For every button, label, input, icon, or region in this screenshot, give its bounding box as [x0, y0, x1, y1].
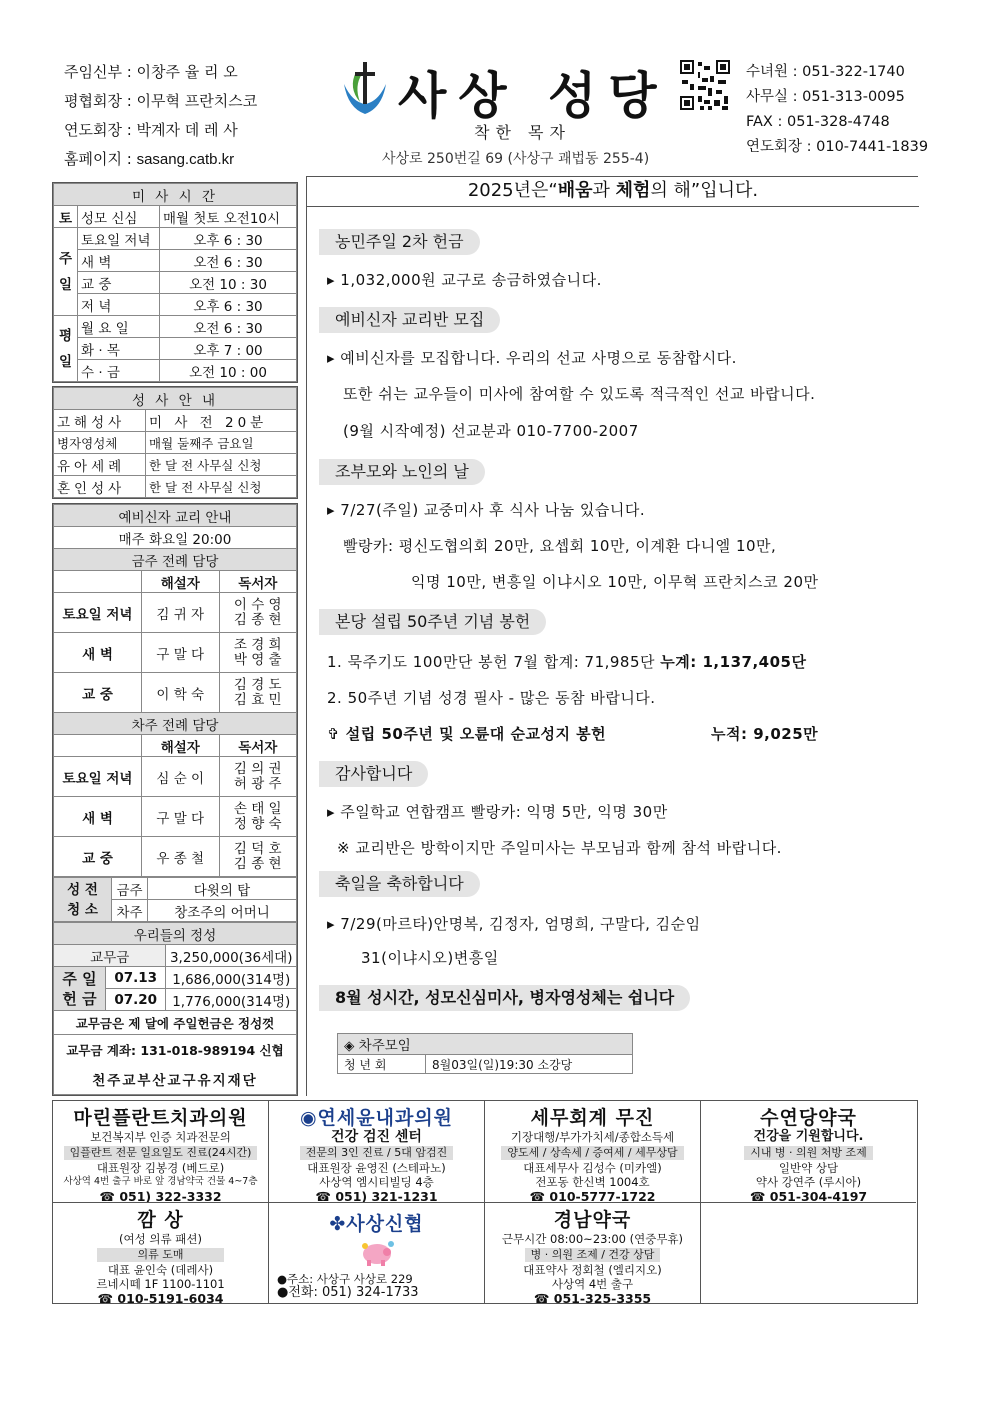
ad-credit-union[interactable]: ✤사상신협 ●주소: 사상구 사상로 229 ●전화: 051) 324-1733	[269, 1202, 485, 1304]
hospital-logo-icon: ◉	[299, 1107, 318, 1129]
notice-line: ✞ 설립 50주년 및 오륜대 순교성지 봉헌	[327, 725, 607, 743]
section-title: 조부모와 노인의 날	[319, 459, 485, 485]
region-president: 연도회장 : 박계자 데 레 사	[64, 121, 238, 139]
contact-region[interactable]: 연도회장 : 010-7441-1839	[746, 139, 929, 155]
notice-line: ▸ 7/29(마르타)안명복, 김정자, 엄명희, 구말다, 김순임	[327, 915, 701, 933]
sacrament-guide: 성 사 안 내 고해성사 미 사 전 20분 병자영성체 매월 둘째주 금요일 유아세례 한 달 전 사무실 신청 혼인성사 한 달 전 사무실 신청	[52, 386, 298, 499]
notice-line: ▸ 7/27(주일) 교중미사 후 식사 나눔 있습니다.	[327, 501, 646, 519]
ad-empty-slot	[701, 1202, 916, 1304]
section-title: 본당 설립 50주년 기념 봉헌	[319, 609, 546, 635]
header-info	[64, 58, 304, 174]
parish-title: 사상 성당	[398, 67, 669, 125]
notice-line: 2. 50주년 기념 성경 필사 - 많은 동참 바랍니다.	[327, 689, 656, 707]
piggy-bank-icon	[357, 1238, 397, 1268]
meeting-title: ◈ 차주모임	[338, 1034, 633, 1055]
ad-internal-medicine[interactable]: ◉연세윤내과의원 건강 검진 센터 전문의 3인 진료 / 5대 암검진 대표원장 윤영진 (스테파노) 사상역 엠시티빌딩 4층 ☎ 051) 321-1231	[269, 1101, 485, 1203]
section-title: 축일을 축하합니다	[319, 871, 480, 897]
section-title: 감사합니다	[319, 761, 428, 787]
qr-code-icon[interactable]	[680, 60, 730, 110]
contact-fax: FAX : 051-328-4748	[746, 114, 890, 130]
ad-clothing[interactable]: 깜 상 (여성 의류 패션) 의류 도매 대표 윤인숙 (데레사) 르네시떼 1F 1100-1101 ☎ 010-5191-6034	[53, 1202, 269, 1304]
notice-line: ▸ 1,032,000원 교구로 송금하였습니다.	[327, 271, 602, 289]
church-emblem-icon	[338, 58, 392, 120]
homepage-line: 홈페이지 : sasang.catb.kr	[64, 150, 235, 168]
ad-dental[interactable]: 마린플란트치과의원 보건복지부 인증 치과전문의 임플란트 전문 일요일도 진료(24시간) 대표원장 김봉경 (베드로) 사상역 4번 출구 바로 앞 경남약국 건물 4~7층 ☎ 051) 322-3332	[53, 1101, 269, 1203]
ad-pharmacy-gyeongnam[interactable]: 경남약국 근무시간 08:00~23:00 (연중무휴) 병 · 의원 조제 / 건강 상담 대표약사 정회철 (엘리지오) 사상역 4번 출구 ☎ 051-325-3355	[485, 1202, 701, 1304]
section-title: 농민주일 2차 헌금	[319, 229, 480, 255]
liturgy-panel: 예비신자 교리 안내 매주 화요일 20:00 금주 전례 담당 해설자 독서자 토요일 저녁 김 귀 자 이 수 영 김 종 현 새 벽 구 말 다 조 경 희 박 영 출 교 중 이 학 숙 김 경 도 김 효 민 차주 전례 담당 해설자 독서자 토요일 저녁 심 순 이 김 의 권 허 광 주 새 벽 구 말 다 손 태 일 정 향 숙 교 중 우 종 철 김 덕 호 김 종 현 성 전 청 소 금주 다윗의 탑 차주 창조주의 어머니 우리들의 정성 교무금 3,250,000(36세대) 주 일 헌 금 07.13 1,686,000(314명) 07.20 1,776,000(314명) 교무금은 제 달에 주일헌금은 정성껏 교무금 계좌: 131-018-989194 신협 천주교부산교구유지재단	[52, 503, 298, 1096]
notice-line: 1. 묵주기도 100만단 봉헌 7월 합계: 71,985단 누계: 1,137,405단	[327, 653, 807, 671]
contact-convent[interactable]: 수녀원 : 051-322-1740	[746, 64, 905, 80]
notice-line: ※ 교리반은 방학이지만 주일미사는 부모님과 함께 참석 바랍니다.	[337, 839, 782, 857]
notice-line: 빨랑카: 평신도협의회 20만, 요셉회 10만, 이계환 다니엘 10만,	[343, 537, 777, 555]
year-banner: 2025년은“배움과 체험의 해”입니다.	[307, 177, 919, 207]
section-title: 예비신자 교리반 모집	[319, 307, 500, 333]
parish-address: 사상로 250번길 69 (사상구 괘법동 255-4)	[382, 151, 650, 167]
notice-line: ▸ 주일학교 연합캠프 빨랑카: 익명 5만, 익명 30만	[327, 803, 668, 821]
pastor: 주임신부 : 이창주 율 리 오	[64, 63, 238, 81]
notice-line: 누적: 9,025만	[711, 725, 819, 743]
homepage-link[interactable]: sasang.catb.kr	[136, 151, 235, 168]
section-title: 8월 성시간, 성모신심미사, 병자영성체는 쉽니다	[319, 985, 690, 1011]
notice-line: 익명 10만, 변흥일 이냐시오 10만, 이무혁 프란치스코 20만	[411, 573, 819, 591]
ad-tax-office[interactable]: 세무회계 무진 기장대행/부가가치세/종합소득세 양도세 / 상속세 / 증여세 / 세무상담 대표세무사 김성수 (미카엘) 전포동 한신벽 1004호 ☎ 010-5777-1722	[485, 1101, 701, 1203]
mass-title: 미 사 시 간	[54, 184, 297, 206]
main-notices	[306, 176, 918, 1096]
council-president: 평협회장 : 이무혁 프란치스코	[64, 92, 258, 110]
notice-line: 또한 쉬는 교우들이 미사에 참여할 수 있도록 적극적인 선교 바랍니다.	[343, 385, 816, 403]
sponsor-ads	[52, 1100, 918, 1304]
notice-line: ▸ 예비신자를 모집합니다. 우리의 선교 사명으로 동참합시다.	[327, 349, 737, 367]
contact-office[interactable]: 사무실 : 051-313-0095	[746, 89, 905, 105]
notice-line: 31(이냐시오)변흥일	[361, 949, 499, 967]
notice-line: (9월 시작예정) 선교분과 010-7700-2007	[343, 422, 639, 440]
ad-pharmacy-suyeondang[interactable]: 수연당약국 건강을 기원합니다. 시내 병 · 의원 처방 조제 일반약 상담 약사 강연주 (루시아) ☎ 051-304-4197	[701, 1101, 916, 1203]
mass-schedule: 미 사 시 간 토 성모 신심 매월 첫토 오전10시 주일 토요일 저녁 오후 6 : 30 새 벽 오전 6 : 30 교 중 오전 10 : 30 저 녁 오후 6 : 30 평일 월 요 일 오전 6 : 30 화 · 목 오후 7 : 00 수 · 금 오전 10 : 00	[52, 182, 298, 383]
credit-union-logo-icon: ✤	[329, 1213, 347, 1235]
contact-list	[746, 60, 956, 160]
parish-motto: 착한 목자	[474, 123, 571, 142]
meeting-table: ◈ 차주모임 청 년 회 8월03일(일)19:30 소강당	[337, 1033, 633, 1074]
